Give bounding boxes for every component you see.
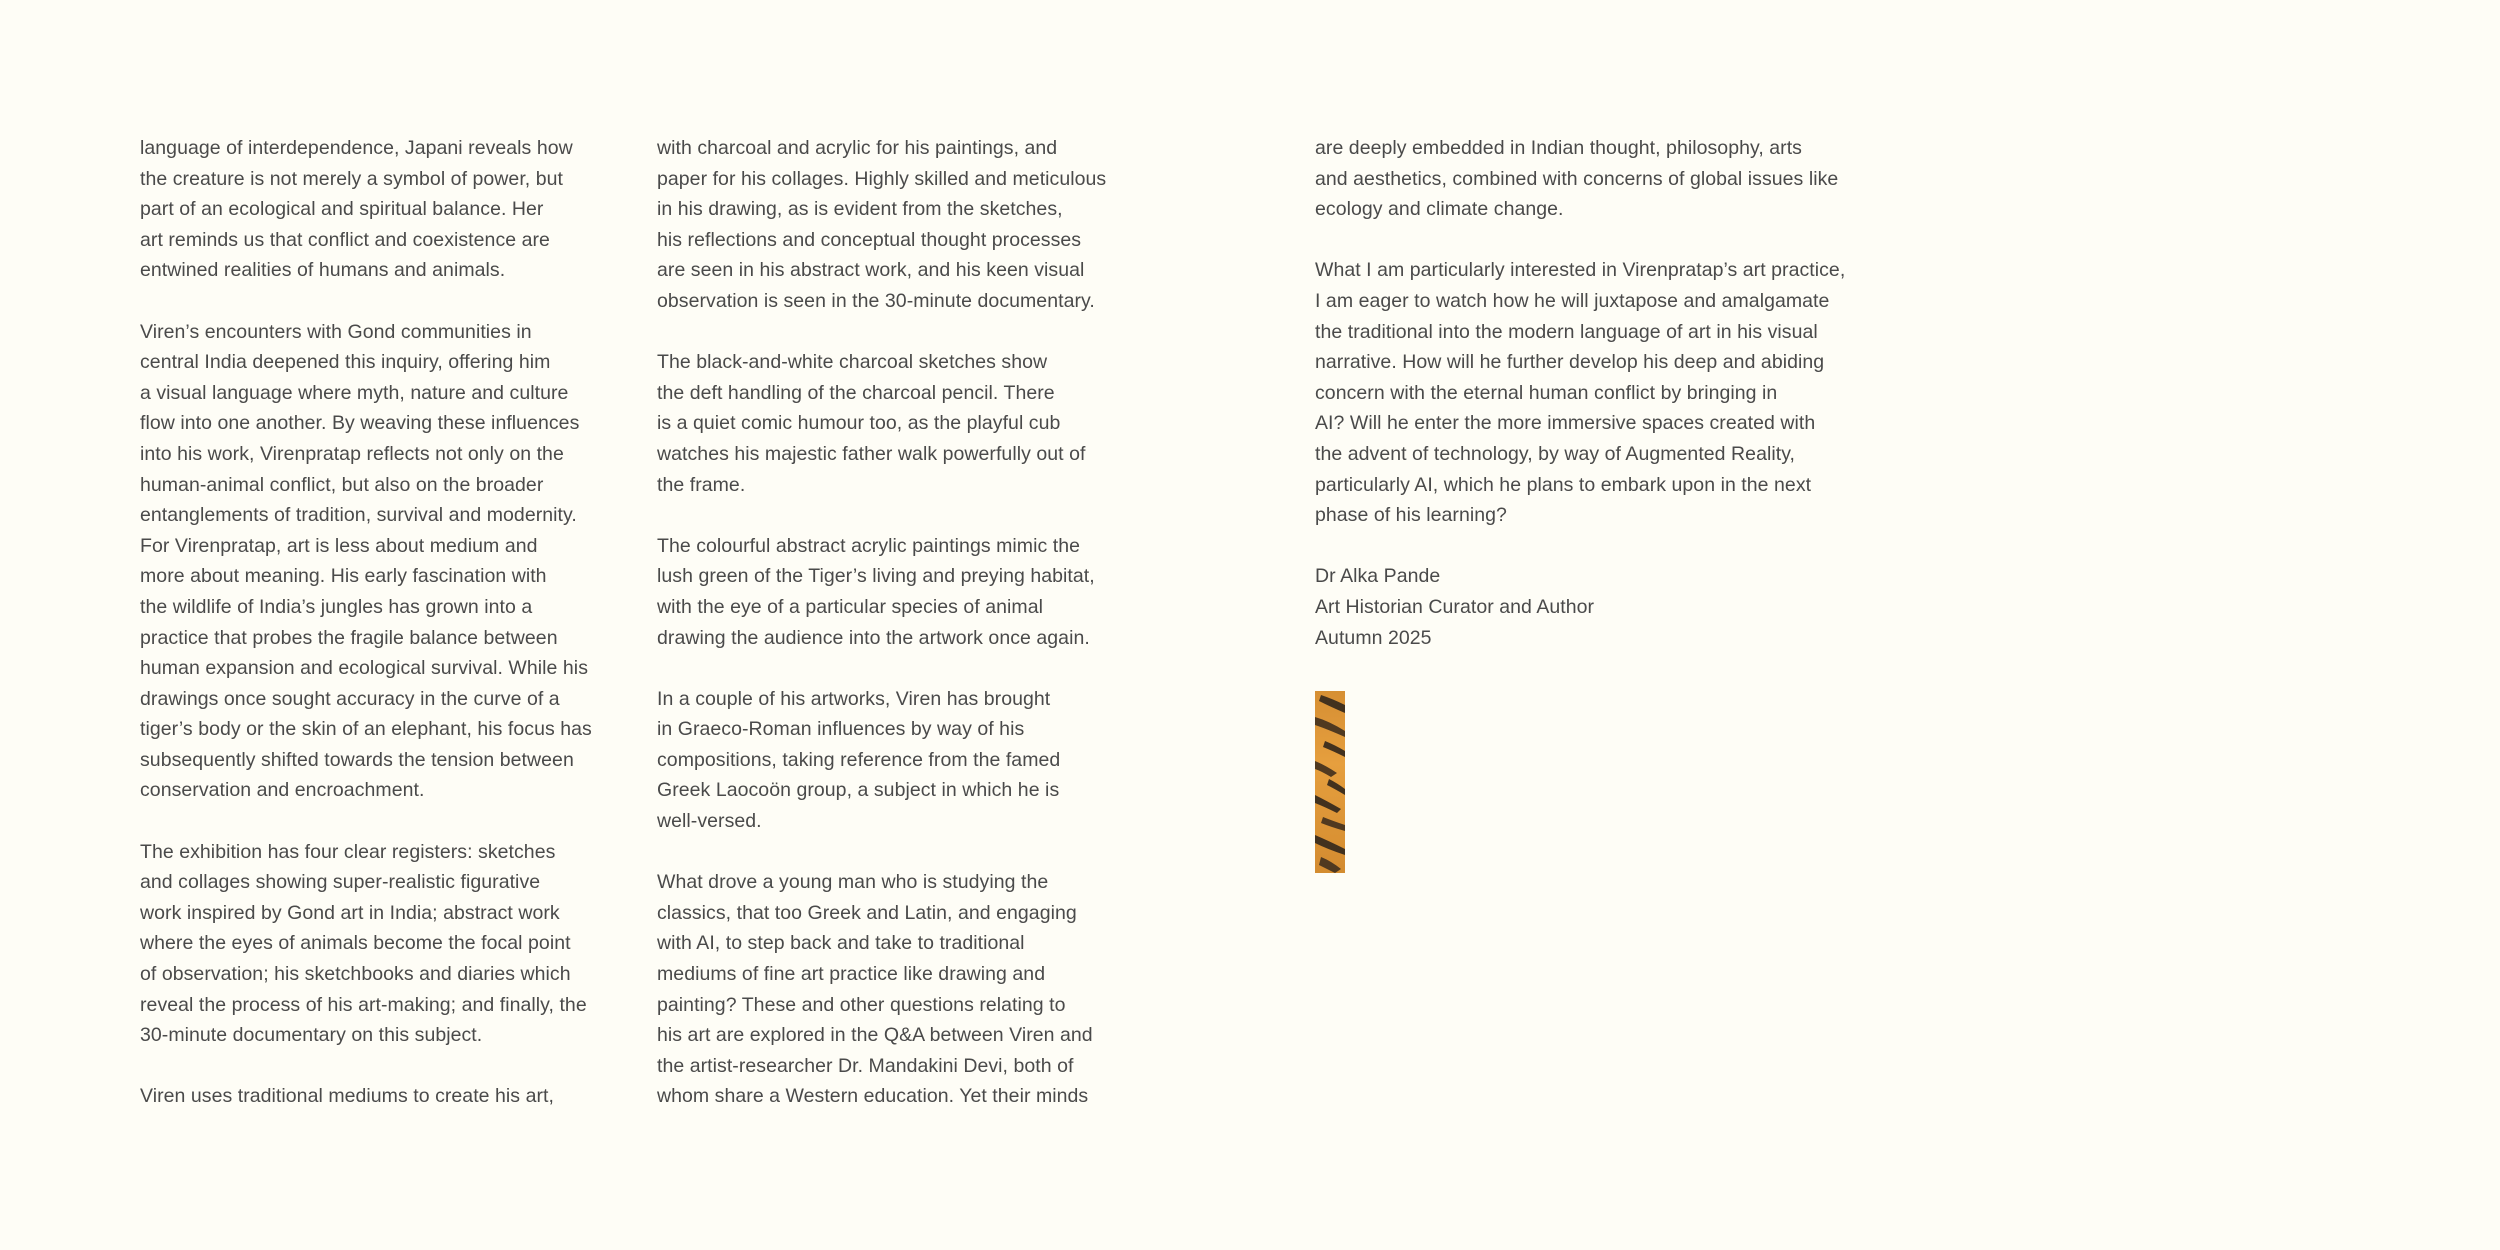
text-line: flow into one another. By weaving these influences xyxy=(140,412,580,435)
text-line: I am eager to watch how he will juxtapose and amalgamate xyxy=(1315,289,1830,312)
paragraph xyxy=(657,133,1147,317)
paragraph xyxy=(140,317,620,807)
text-line: Art Historian Curator and Author xyxy=(1315,595,1595,618)
text-line: observation is seen in the 30-minute documentary. xyxy=(657,289,1095,312)
text-line: tiger’s body or the skin of an elephant, his focus has xyxy=(140,718,592,741)
text-line: the frame. xyxy=(657,473,746,496)
text-line: a visual language where myth, nature and culture xyxy=(140,381,569,404)
text-line: Greek Laocoön group, a subject in which he is xyxy=(657,779,1060,802)
text-line: language of interdependence, Japani reveals how xyxy=(140,137,573,159)
text-column-2 xyxy=(657,133,1147,1112)
text-line: painting? These and other questions relating to xyxy=(657,993,1066,1016)
text-line: is a quiet comic humour too, as the playful cub xyxy=(657,412,1061,435)
text-line: with AI, to step back and take to traditional xyxy=(657,932,1025,955)
text-line: in his drawing, as is evident from the sketches, xyxy=(657,198,1063,221)
text-line: are deeply embedded in Indian thought, philosophy, arts xyxy=(1315,137,1802,159)
text-line: subsequently shifted towards the tension between xyxy=(140,748,574,771)
text-line: Autumn 2025 xyxy=(1315,626,1432,649)
text-line: What I am particularly interested in Virenpratap’s art practice, xyxy=(1315,259,1846,282)
text-column-1 xyxy=(140,133,620,1112)
tiger-stripe-image xyxy=(1315,691,1345,873)
text-line: with charcoal and acrylic for his paintings, and xyxy=(657,137,1058,159)
paragraph xyxy=(140,133,620,286)
text-line: art reminds us that conflict and coexistence are xyxy=(140,228,550,251)
paragraph xyxy=(1315,561,1875,653)
text-line: What drove a young man who is studying the xyxy=(657,871,1049,894)
text-line: phase of his learning? xyxy=(1315,504,1507,527)
text-line: entwined realities of humans and animals. xyxy=(140,259,506,282)
text-line: human-animal conflict, but also on the broader xyxy=(140,473,544,496)
text-line: drawing the audience into the artwork once again. xyxy=(657,626,1090,649)
text-line: lush green of the Tiger’s living and preying habitat, xyxy=(657,565,1095,588)
text-line: his reflections and conceptual thought processes xyxy=(657,228,1082,251)
text-line: AI? Will he enter the more immersive spaces created with xyxy=(1315,412,1816,435)
text-line: central India deepened this inquiry, offering him xyxy=(140,351,551,374)
text-line: the advent of technology, by way of Augmented Reality, xyxy=(1315,442,1796,465)
text-line: human expansion and ecological survival. While his xyxy=(140,657,588,680)
text-line: whom share a Western education. Yet their minds xyxy=(657,1085,1089,1108)
paragraph xyxy=(140,1081,620,1112)
text-line: are seen in his abstract work, and his keen visual xyxy=(657,259,1085,282)
text-line: in Graeco-Roman influences by way of his xyxy=(657,718,1025,741)
text-line: the wildlife of India’s jungles has grown into a xyxy=(140,595,533,618)
paragraph xyxy=(657,684,1147,837)
text-line: of observation; his sketchbooks and diaries which xyxy=(140,963,571,986)
paragraph xyxy=(657,867,1147,1112)
text-line: into his work, Virenpratap reflects not only on the xyxy=(140,442,564,465)
text-line: well-versed. xyxy=(657,810,762,833)
text-line: watches his majestic father walk powerfully out of xyxy=(657,442,1086,465)
text-line: more about meaning. His early fascination with xyxy=(140,565,547,588)
text-line: Viren’s encounters with Gond communities in xyxy=(140,320,532,343)
text-column-3 xyxy=(1315,133,1875,653)
text-line: entanglements of tradition, survival and modernity. xyxy=(140,504,577,527)
text-line: conservation and encroachment. xyxy=(140,779,425,802)
text-line: compositions, taking reference from the famed xyxy=(657,748,1061,771)
text-line: the traditional into the modern language of art in his visual xyxy=(1315,320,1818,343)
text-line: The exhibition has four clear registers: sketches xyxy=(140,840,556,863)
text-line: the deft handling of the charcoal pencil. There xyxy=(657,381,1055,404)
text-line: 30-minute documentary on this subject. xyxy=(140,1024,483,1047)
text-line: drawings once sought accuracy in the curve of a xyxy=(140,687,560,710)
text-line: narrative. How will he further develop his deep and abiding xyxy=(1315,351,1825,374)
text-line: paper for his collages. Highly skilled and meticulous xyxy=(657,167,1107,190)
text-line: with the eye of a particular species of animal xyxy=(657,595,1043,618)
text-line: concern with the eternal human conflict by bringing in xyxy=(1315,381,1778,404)
text-line: reveal the process of his art-making; and finally, the xyxy=(140,993,587,1016)
paragraph xyxy=(1315,133,1875,225)
text-line: and collages showing super-realistic figurative xyxy=(140,871,541,894)
text-line: where the eyes of animals become the focal point xyxy=(140,932,571,955)
paragraph xyxy=(657,531,1147,653)
text-line: classics, that too Greek and Latin, and engaging xyxy=(657,901,1077,924)
paragraph xyxy=(140,837,620,1051)
text-line: For Virenpratap, art is less about medium and xyxy=(140,534,538,557)
text-line: work inspired by Gond art in India; abstract work xyxy=(140,901,560,924)
text-line: practice that probes the fragile balance between xyxy=(140,626,558,649)
text-line: particularly AI, which he plans to embark upon in the next xyxy=(1315,473,1812,496)
paragraph xyxy=(1315,255,1875,530)
text-line: Dr Alka Pande xyxy=(1315,565,1441,588)
text-line: the artist-researcher Dr. Mandakini Devi, both of xyxy=(657,1054,1074,1077)
paragraph xyxy=(657,347,1147,500)
text-line: and aesthetics, combined with concerns of global issues like xyxy=(1315,167,1839,190)
text-line: mediums of fine art practice like drawing and xyxy=(657,963,1046,986)
text-line: Viren uses traditional mediums to create his art, xyxy=(140,1085,554,1108)
text-line: In a couple of his artworks, Viren has brought xyxy=(657,687,1051,710)
text-line: his art are explored in the Q&A between Viren and xyxy=(657,1024,1093,1047)
text-line: ecology and climate change. xyxy=(1315,198,1564,221)
text-line: part of an ecological and spiritual balance. Her xyxy=(140,198,544,221)
text-line: the creature is not merely a symbol of power, but xyxy=(140,167,563,190)
text-line: The colourful abstract acrylic paintings mimic the xyxy=(657,534,1080,557)
text-line: The black-and-white charcoal sketches show xyxy=(657,351,1048,374)
tiger-stripe-pattern xyxy=(1315,691,1345,873)
